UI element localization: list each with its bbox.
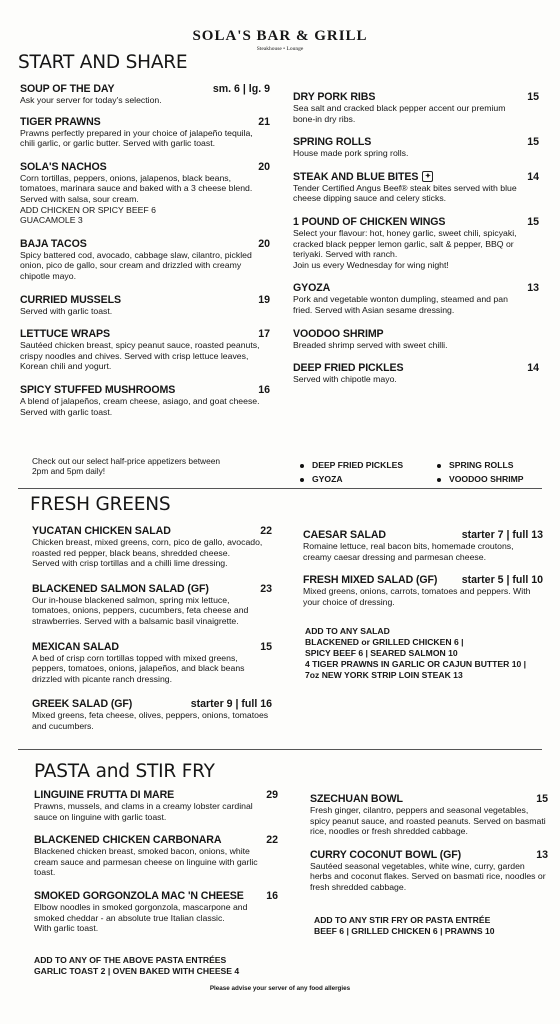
item-price: 14 [527, 170, 539, 183]
menu-item [303, 529, 543, 562]
pasta-right-column [310, 793, 548, 893]
item-price: 22 [266, 834, 278, 847]
halfprice-note-line: 2pm and 5pm daily! [32, 466, 106, 477]
signature-dish-icon: ✦ [422, 171, 433, 182]
halfprice-list-a [300, 460, 403, 488]
item-description: Sea salt and cracked black pepper accent our premium [293, 103, 506, 113]
item-price: 14 [527, 362, 539, 375]
item-name: SZECHUAN BOWL [310, 793, 403, 805]
item-description: Blackened chicken breast, smoked bacon, onions, white [34, 846, 250, 857]
item-name: SPRING ROLLS [293, 136, 372, 149]
greens-left-column [32, 525, 272, 732]
bullet-icon [300, 478, 304, 482]
item-price: 13 [527, 282, 539, 295]
item-price: 20 [258, 237, 270, 250]
item-name: SOUP OF THE DAY [20, 83, 115, 95]
addon-line: SPICY BEEF 6 | SEARED SALMON 10 [305, 648, 458, 658]
item-description: fried. Served with Asian sesame dressing. [293, 304, 455, 315]
item-description: A blend of jalapeños, cream cheese, asiago, and goat cheese. [20, 395, 260, 406]
bullet-icon [300, 464, 304, 468]
pasta-left-column [34, 789, 278, 934]
item-description: Served with garlic toast. [20, 305, 113, 316]
menu-item [20, 116, 270, 149]
item-price: 23 [260, 582, 272, 595]
addon-line: GARLIC TOAST 2 | OVEN BAKED WITH CHEESE 4 [34, 966, 240, 976]
menu-item [20, 238, 270, 282]
item-price: 16 [258, 383, 270, 396]
item-description: Pork and vegetable wonton dumpling, steamed and pan [293, 294, 508, 305]
menu-item [310, 849, 548, 893]
brand-header [0, 28, 560, 52]
item-name: GREEK SALAD (GF) [32, 698, 133, 711]
section-divider [18, 749, 542, 750]
item-description: creamy caesar dressing and parmesan cheese. [303, 551, 487, 562]
menu-item [34, 789, 278, 822]
item-name: TIGER PRAWNS [20, 115, 101, 128]
item-description: rice, noodles or fresh shredded cabbage. [310, 826, 468, 837]
bullet-icon [437, 464, 441, 468]
addon-line: ADD TO ANY SALAD [305, 626, 390, 636]
item-description: Select your flavour: hot, honey garlic, sweet chili, spicyaki, [293, 227, 517, 238]
item-description: Tender Certified Angus Beef® steak bites served with blue [293, 182, 517, 193]
bullet-icon [437, 478, 441, 482]
item-name: DEEP FRIED PICKLES [293, 362, 404, 375]
item-description: cracked black pepper lemon garlic, salt & pepper, BBQ or [293, 238, 514, 249]
menu-item [303, 574, 543, 607]
item-description: A bed of crisp corn tortillas topped with mixed greens, [32, 652, 238, 663]
item-description: chipotle mayo. [20, 270, 77, 281]
halfprice-note [32, 456, 272, 477]
greens-right-column [303, 529, 543, 607]
item-description: Served with chipotle mayo. [293, 374, 397, 385]
menu-item [293, 91, 539, 124]
section-title-pasta: PASTA and STIR FRY [34, 761, 215, 782]
item-price: starter 5 | full 10 [461, 574, 543, 587]
item-price: 21 [258, 115, 270, 128]
halfprice-item: SPRING ROLLS [437, 460, 524, 470]
item-description: Ask your server for today's selection. [20, 95, 162, 105]
menu-item [293, 216, 539, 270]
item-name: SOLA'S NACHOS [20, 160, 107, 173]
item-name: BAJA TACOS [20, 237, 87, 250]
item-description: strawberries. Served with a balsamic basil vinaigrette. [32, 615, 239, 626]
item-name: 1 POUND OF CHICKEN WINGS [293, 215, 446, 228]
addon-line: ADD TO ANY STIR FRY OR PASTA ENTRÉE [314, 915, 491, 925]
item-price: 29 [266, 789, 278, 801]
item-description: Korean chili and yogurt. [20, 361, 112, 372]
item-price: 16 [266, 889, 278, 902]
item-description: With garlic toast. [34, 923, 99, 934]
item-name: STEAK AND BLUE BITES ✦ [293, 171, 433, 183]
halfprice-note-line: Check out our select half-price appetizers between [32, 456, 221, 466]
menu-item [32, 698, 272, 731]
menu-item [34, 834, 278, 878]
item-price: 20 [258, 160, 270, 173]
item-description: chili garlic, or garlic butter. Served with garlic toast. [20, 138, 216, 149]
item-price: starter 9 | full 16 [190, 698, 272, 711]
start-left-column [20, 83, 270, 417]
item-description: Chicken breast, mixed greens, corn, pico de gallo, avocado, [32, 537, 263, 547]
item-description: Mixed greens, onions, carrots, tomatoes and peppers. With [303, 586, 531, 597]
item-price: starter 7 | full 13 [461, 529, 543, 541]
item-description: herbs and coconut flakes. Served on basmati rice, noodles or [310, 871, 546, 882]
item-description: Our in-house blackened salmon, spring mix lettuce, [32, 594, 230, 605]
item-description: tomatoes, onions, peppers, cucumbers, feta cheese and [32, 605, 249, 616]
item-name: CURRY COCONUT BOWL (GF) [310, 848, 462, 861]
item-description: peppers, tomatoes, onions, jalapeños, and black beans [32, 663, 245, 674]
item-description: Corn tortillas, peppers, onions, jalapenos, black beans, [20, 172, 232, 183]
section-title-greens: FRESH GREENS [30, 494, 171, 515]
item-description: onion, pico de gallo, sour cream and drizzled with creamy [20, 260, 242, 271]
start-right-column [293, 91, 539, 385]
menu-item [293, 136, 539, 159]
menu-item [20, 161, 270, 226]
menu-item [293, 282, 539, 315]
item-name: FRESH MIXED SALAD (GF) [303, 574, 438, 587]
item-name: BLACKENED SALMON SALAD (GF) [32, 582, 209, 595]
menu-item [310, 793, 548, 837]
item-description: Breaded shrimp served with sweet chilli. [293, 339, 448, 350]
item-name: VOODOO SHRIMP [293, 327, 384, 340]
item-description: and cucumbers. [32, 720, 94, 731]
menu-item [293, 171, 539, 204]
item-description: cheese dipping sauce and celery sticks. [293, 193, 447, 204]
item-name: CAESAR SALAD [303, 529, 386, 541]
item-description: your choice of dressing. [303, 596, 395, 607]
menu-item [293, 362, 539, 385]
item-description: House made pork spring rolls. [293, 148, 409, 159]
item-description: Mixed greens, feta cheese, olives, peppers, onions, tomatoes [32, 710, 269, 721]
item-name: DRY PORK RIBS [293, 91, 376, 103]
addon-line: 7oz NEW YORK STRIP LOIN STEAK 13 [305, 670, 463, 680]
item-description: crispy noodles and chives. Served with crisp lettuce leaves, [20, 350, 249, 361]
salad-addons [305, 626, 545, 681]
item-price: 19 [258, 293, 270, 306]
halfprice-item: DEEP FRIED PICKLES [300, 460, 403, 470]
item-name: BLACKENED CHICKEN CARBONARA [34, 834, 222, 847]
item-name: MEXICAN SALAD [32, 640, 119, 653]
item-description: Sautéed seasonal vegetables, white wine, curry, garden [310, 860, 525, 871]
item-description: Join us every Wednesday for wing night! [293, 259, 449, 270]
menu-item [20, 83, 270, 106]
allergy-footer: Please advise your server of any food allergies [209, 985, 351, 992]
section-divider [18, 488, 542, 489]
item-description: Romaine lettuce, real bacon bits, homemade croutons, [303, 541, 514, 551]
restaurant-name: SOLA'S BAR & GRILL [192, 28, 368, 44]
restaurant-tagline: Steakhouse • Lounge [256, 46, 304, 52]
item-description: Served with garlic toast. [20, 406, 113, 417]
item-name: LETTUCE WRAPS [20, 328, 110, 341]
halfprice-item: GYOZA [300, 474, 403, 484]
item-price: 15 [527, 215, 539, 228]
item-price: 15 [527, 136, 539, 149]
item-description: Served with salsa, sour cream. [20, 193, 139, 204]
addon-line: ADD TO ANY OF THE ABOVE PASTA ENTRÉES [34, 955, 227, 965]
item-description: Prawns, mussels, and clams in a creamy lobster cardinal [34, 801, 253, 811]
item-description: Spicy battered cod, avocado, cabbage slaw, cilantro, pickled [20, 249, 252, 260]
item-price: sm. 6 | lg. 9 [212, 83, 270, 95]
item-description: spicy peanut sauce, and roasted peanuts. Served on basmati [310, 815, 546, 826]
menu-item [34, 890, 278, 934]
section-title-start: START AND SHARE [18, 52, 188, 73]
item-description: GUACAMOLE 3 [20, 215, 83, 226]
item-name: SMOKED GORGONZOLA MAC 'N CHEESE [34, 889, 244, 902]
menu-item [20, 384, 270, 417]
menu-item [293, 328, 539, 351]
addon-line: BLACKENED or GRILLED CHICKEN 6 | [305, 637, 464, 647]
item-name: GYOZA [293, 282, 331, 295]
item-price: 17 [258, 328, 270, 341]
menu-item [20, 328, 270, 372]
item-description: ADD CHICKEN OR SPICY BEEF 6 [20, 204, 156, 215]
menu-item [32, 641, 272, 685]
addon-line: 4 TIGER PRAWNS IN GARLIC OR CAJUN BUTTER 10 | [305, 659, 527, 669]
addon-line: BEEF 6 | GRILLED CHICKEN 6 | PRAWNS 10 [314, 926, 495, 936]
item-description: Prawns perfectly prepared in your choice of jalapeño tequila, [20, 127, 253, 138]
item-description: cream sauce and parmesan cheese on linguine with garlic toast. [34, 856, 258, 878]
item-name: LINGUINE FRUTTA DI MARE [34, 789, 175, 801]
item-name: YUCATAN CHICKEN SALAD [32, 525, 171, 537]
menu-item [32, 583, 272, 627]
halfprice-list-b [437, 460, 524, 488]
item-price: 15 [536, 793, 548, 805]
pasta-addons [34, 955, 284, 977]
menu-item [32, 525, 272, 569]
item-description: roasted red pepper, black beans, shredded cheese. [32, 547, 231, 558]
item-description: smoked cheddar - an absolute true Italian classic. [34, 912, 225, 923]
item-description: tomatoes, marinara sauce and baked with a 3 cheese blend. [20, 183, 253, 194]
halfprice-item: VOODOO SHRIMP [437, 474, 524, 484]
item-description: Served with crisp tortillas and a chilli lime dressing. [32, 558, 228, 569]
item-description: Elbow noodles in smoked gorgonzola, mascarpone and [34, 901, 248, 912]
item-description: sauce on linguine with garlic toast. [34, 811, 167, 822]
item-description: drizzled with picante ranch dressing. [32, 673, 173, 684]
item-price: 15 [260, 640, 272, 653]
item-description: Fresh ginger, cilantro, peppers and seasonal vegetables, [310, 805, 529, 815]
item-description: fresh shredded cabbage. [310, 881, 407, 892]
item-name: SPICY STUFFED MUSHROOMS [20, 383, 176, 396]
menu-item [20, 294, 270, 317]
item-description: Sautéed chicken breast, spicy peanut sauce, roasted peanuts, [20, 340, 260, 351]
item-price: 13 [536, 848, 548, 861]
item-description: teriyaki. Served with ranch. [293, 249, 398, 260]
item-price: 15 [527, 91, 539, 103]
stirfry-addons [314, 915, 554, 937]
item-name: CURRIED MUSSELS [20, 293, 121, 306]
item-price: 22 [260, 525, 272, 537]
item-description: bone-in dry ribs. [293, 113, 356, 124]
